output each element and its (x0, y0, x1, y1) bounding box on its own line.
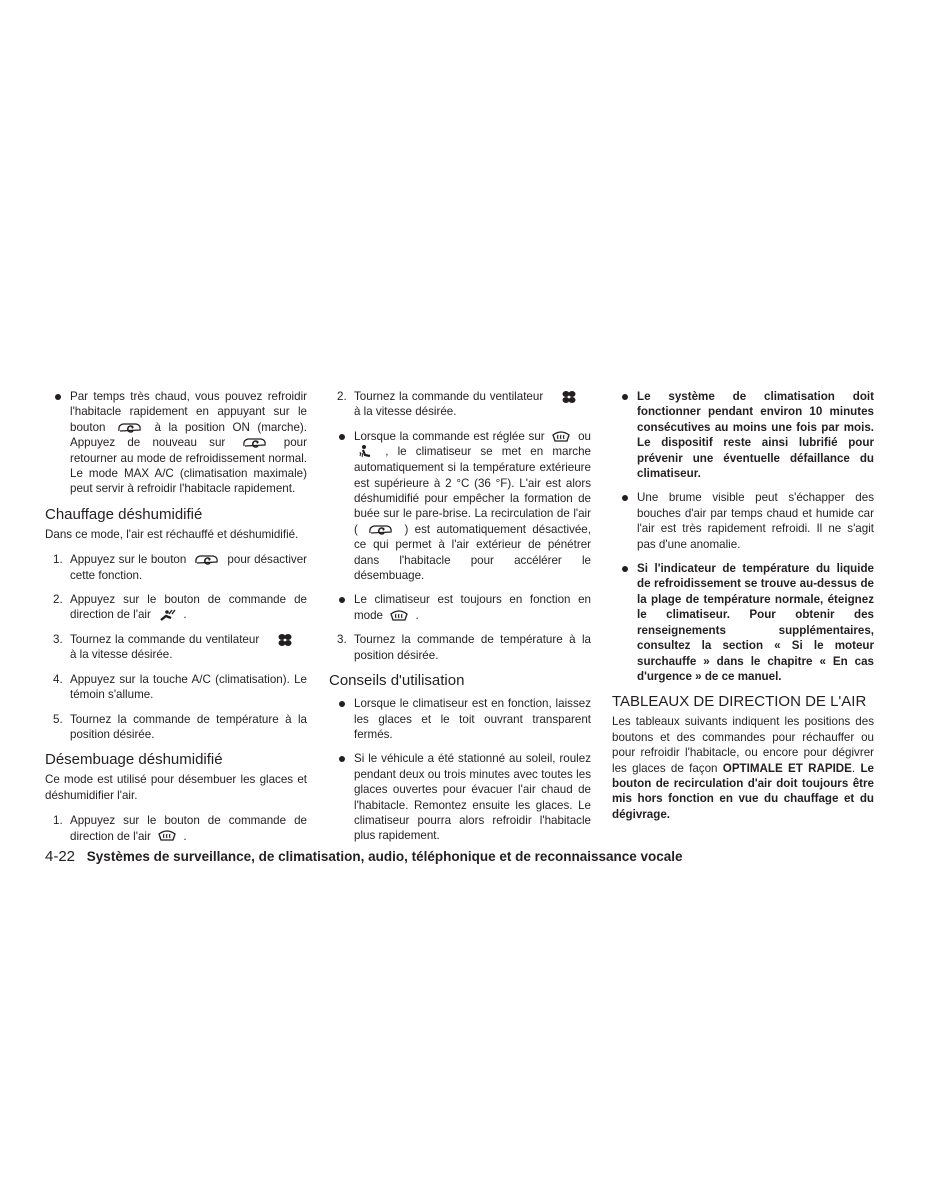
step-number: 3. (337, 633, 347, 647)
heading-desembuage: Désembuage déshumidifié (45, 751, 223, 769)
step-number: 1. (53, 553, 63, 567)
column-middle (329, 389, 591, 853)
text: pour retourner au mode de refroidissement normal. Le mode MAX A/C (climatisation maximale) peut servir à refroidir l'habitacle rapidement. (70, 436, 307, 496)
column-right (612, 389, 874, 822)
text: Tournez la commande du ventilateur (354, 390, 544, 403)
paragraph: Ce mode est utilisé pour désembuer les glaces et déshumidifier l'air. (45, 773, 307, 802)
text: Lorsque la commande est réglée sur (354, 429, 545, 443)
heading-conseils: Conseils d'utilisation (329, 672, 465, 690)
recirculation-icon (117, 421, 143, 435)
step-number: 1. (53, 814, 63, 828)
text: Les tableaux suivants indiquent les positions des boutons et des commandes pour réchauffer ou pour refroidir l'habitacle, ou encore pour dégivrer les glaces de façon (612, 715, 874, 775)
text: . (183, 829, 187, 843)
text: Par temps très chaud, vous pouvez refroidir l'habitacle rapidement en appuyant sur le bouton (70, 390, 307, 434)
bullet-climatiseur (329, 592, 591, 623)
bullet-defrost (329, 429, 591, 584)
text: Appuyez sur le bouton de commande de direction de l'air (70, 593, 307, 622)
text: . (851, 761, 856, 775)
step-3 (329, 632, 591, 663)
step-6 (45, 813, 307, 844)
bullet-surchauffe: Si l'indicateur de température du liquide de refroidissement se trouve au-dessus de la plage de température normale, éteignez le climatiseur. Pour obtenir des renseignements supplémentaires, consultez la section « Si le moteur surchauffe » dans le chapitre « En cas d'urgence » de ce manuel. (612, 561, 874, 684)
fan-icon (561, 390, 577, 404)
bullet-glaces: Lorsque le climatiseur est en fonction, laissez les glaces et le toit ouvrant transparent fermés. (329, 696, 591, 742)
text: à la position ON (marche). Appuyez de nouveau sur (70, 420, 307, 450)
defrost-icon (158, 829, 176, 843)
text: Tournez la commande de température à la position désirée. (70, 712, 307, 741)
step-number: 2. (337, 390, 347, 403)
chapter-title: Systèmes de surveillance, de climatisation, audio, téléphonique et de reconnaissance vocale (86, 849, 683, 864)
text: . (183, 608, 187, 622)
step-number: 5. (53, 712, 63, 726)
bullet-max-ac (45, 389, 307, 497)
step-number: 2. (53, 593, 63, 607)
recirculation-icon (194, 553, 220, 567)
step-2 (329, 389, 591, 420)
step-number: 3. (53, 632, 63, 646)
step-4 (45, 672, 307, 703)
text: ) est automatiquement désactivée, ce qui permet à l'air extérieur de pénétrer dans l'habitacle pour accélérer le désembuage. (354, 522, 591, 583)
text-emphasis: Le bouton de recirculation d'air doit toujours être mis hors fonction en vue du chauffage et du dégivrage. (612, 761, 874, 821)
bullet-lubrification: Le système de climatisation doit fonctionner pendant environ 10 minutes consécutives au moins une fois par mois. Le dispositif reste ainsi lubrifié pour prévenir une éventuelle défaillance du climatiseur. (612, 389, 874, 481)
step-1 (45, 552, 307, 583)
text: . (415, 608, 419, 622)
bullet-soleil: Si le véhicule a été stationné au soleil, roulez pendant deux ou trois minutes avec toutes les glaces ouvertes pour évacuer l'air chaud de l'habitacle. Remontez ensuite les glaces. Le climatiseur pourra alors refroidir l'habitacle plus rapidement. (329, 751, 591, 843)
heading-chauffage: Chauffage déshumidifié (45, 505, 203, 523)
text: à la vitesse désirée. (354, 405, 457, 419)
foot-vent-icon (358, 444, 372, 460)
foot-defrost-icon (158, 608, 176, 622)
paragraph-tableaux (612, 714, 874, 822)
page-number: 4-22 (45, 848, 76, 865)
text: Tournez la commande de température à la position désirée. (354, 633, 591, 662)
text: Appuyez sur la touche A/C (climatisation). Le témoin s'allume. (70, 672, 307, 702)
step-3 (45, 632, 307, 663)
text-emphasis: OPTIMALE ET RAPIDE (722, 761, 852, 775)
step-5 (45, 712, 307, 743)
step-2 (45, 592, 307, 623)
recirculation-icon (368, 523, 394, 537)
column-left (45, 389, 307, 853)
step-number: 4. (53, 672, 63, 686)
text: Le climatiseur est toujours en fonction en mode (354, 593, 591, 622)
text: à la vitesse désirée. (70, 648, 173, 662)
text: , le climatiseur se met en marche automatiquement si la température extérieure est supérieure à 2 °C (36 °F). L'air est alors déshumidifié pour empêcher la formation de buée sur le pare-brise. La recirculation de l'air ( (354, 445, 591, 536)
text: pour désactiver cette fonction. (70, 553, 308, 582)
fan-icon (277, 633, 293, 647)
text: Appuyez sur le bouton de commande de direction de l'air (70, 814, 307, 843)
heading-tableaux: TABLEAUX DE DIRECTION DE L'AIR (612, 693, 867, 711)
paragraph: Dans ce mode, l'air est réchauffé et déshumidifié. (45, 527, 299, 541)
text: Appuyez sur le bouton (70, 553, 187, 567)
bullet-brume: Une brume visible peut s'échapper des bouches d'air par temps chaud et humide car l'air est très rapidement refroidi. Il ne s'agit pas d'une anomalie. (612, 490, 874, 552)
recirculation-icon (242, 436, 268, 450)
defrost-icon (552, 430, 570, 444)
page-footer (45, 848, 905, 865)
text: ou (578, 429, 591, 443)
text: Tournez la commande du ventilateur (70, 632, 260, 646)
defrost-icon (390, 609, 408, 623)
